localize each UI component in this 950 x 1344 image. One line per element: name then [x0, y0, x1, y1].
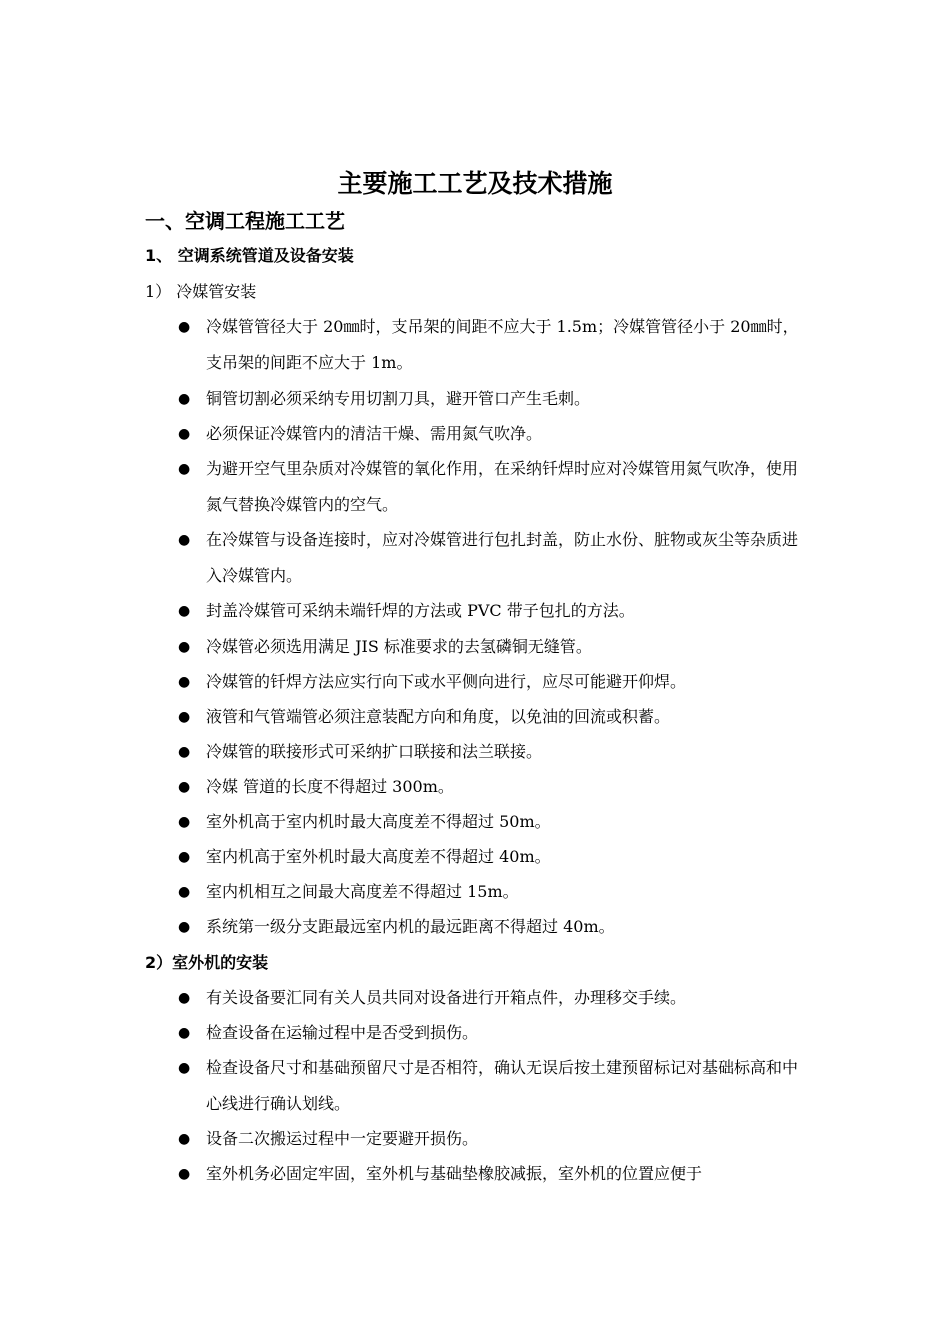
- list-item-text: 液管和气管端管必须注意装配方向和角度，以免油的回流或积蓄。: [206, 707, 671, 726]
- bullet-icon: ●: [178, 1131, 191, 1147]
- list-item: [178, 664, 808, 700]
- bullet-icon: ●: [178, 814, 191, 830]
- list-item-text: 必须保证冷媒管内的清洁干燥、需用氮气吹净。: [206, 424, 543, 443]
- list-item-text: 冷媒管必须选用满足 JIS 标准要求的去氢磷铜无缝管。: [206, 637, 592, 656]
- list-item: [178, 522, 808, 594]
- bullet-icon: ●: [178, 709, 191, 725]
- bullet-icon: ●: [178, 1060, 191, 1076]
- list-item-text: 冷媒管的钎焊方法应实行向下或水平侧向进行，应尽可能避开仰焊。: [206, 672, 687, 691]
- bullet-icon: ●: [178, 1025, 191, 1041]
- list-item-text: 在冷媒管与设备连接时，应对冷媒管进行包扎封盖，防止水份、脏物或灰尘等杂质进入冷媒管内。: [206, 530, 799, 585]
- list-item-text: 室内机相互之间最大高度差不得超过 15m。: [206, 882, 519, 901]
- list-item-text: 检查设备尺寸和基础预留尺寸是否相符，确认无误后按土建预留标记对基础标高和中心线进行确认划线。: [206, 1058, 799, 1113]
- list-item: [178, 1121, 808, 1157]
- list-item-text: 封盖冷媒管可采纳未端钎焊的方法或 PVC 带子包扎的方法。: [206, 601, 635, 620]
- bullet-icon: ●: [178, 779, 191, 795]
- bullet-icon: ●: [178, 603, 191, 619]
- list-item-text: 设备二次搬运过程中一定要避开损伤。: [206, 1129, 479, 1148]
- list-item: [178, 1050, 808, 1122]
- bullet-icon: ●: [178, 1166, 191, 1182]
- bullet-icon: ●: [178, 319, 191, 335]
- list-item-text: 为避开空气里杂质对冷媒管的氧化作用，在采纳钎焊时应对冷媒管用氮气吹净，使用氮气替换冷媒管内的空气。: [206, 459, 799, 514]
- list-item-text: 有关设备要汇同有关人员共同对设备进行开箱点件，办理移交手续。: [206, 988, 687, 1007]
- list-item: [178, 909, 808, 945]
- bullet-icon: ●: [178, 884, 191, 900]
- list-item: [178, 629, 808, 665]
- bullet-icon: ●: [178, 426, 191, 442]
- list-item: [178, 769, 808, 805]
- bullet-icon: ●: [178, 639, 191, 655]
- bullet-icon: ●: [178, 391, 191, 407]
- list-item: [178, 381, 808, 417]
- subsection-heading: 1、 空调系统管道及设备安装: [145, 246, 354, 265]
- list-item: [178, 1156, 808, 1192]
- list-item: [178, 980, 808, 1016]
- list-item-text: 室内机高于室外机时最大高度差不得超过 40m。: [206, 847, 551, 866]
- list-item-text: 室外机务必固定牢固，室外机与基础垫橡胶减振，室外机的位置应便于: [206, 1164, 703, 1183]
- list-item: [178, 699, 808, 735]
- part2-heading: 2）室外机的安装: [145, 953, 269, 972]
- list-item: [178, 309, 808, 381]
- section-heading: 一、空调工程施工工艺: [145, 209, 345, 233]
- bullet-icon: ●: [178, 532, 191, 548]
- bullet-icon: ●: [178, 849, 191, 865]
- list-item: [178, 1015, 808, 1051]
- bullet-icon: ●: [178, 919, 191, 935]
- list-item-text: 冷媒管的联接形式可采纳扩口联接和法兰联接。: [206, 742, 543, 761]
- bullet-icon: ●: [178, 744, 191, 760]
- bullet-icon: ●: [178, 461, 191, 477]
- list-item: [178, 451, 808, 523]
- list-item-text: 检查设备在运输过程中是否受到损伤。: [206, 1023, 479, 1042]
- list-item-text: 系统第一级分支距最远室内机的最远距离不得超过 40m。: [206, 917, 615, 936]
- list-item: [178, 416, 808, 452]
- list-item: [178, 734, 808, 770]
- list-item-text: 室外机高于室内机时最大高度差不得超过 50m。: [206, 812, 551, 831]
- list-item-text: 冷媒 管道的长度不得超过 300m。: [206, 777, 454, 796]
- bullet-icon: ●: [178, 674, 191, 690]
- document-title: 主要施工工艺及技术措施: [337, 169, 613, 198]
- list-item: [178, 839, 808, 875]
- bullet-icon: ●: [178, 990, 191, 1006]
- list-item: [178, 804, 808, 840]
- list-item-text: 铜管切割必须采纳专用切割刀具，避开管口产生毛刺。: [206, 389, 591, 408]
- list-item-text: 冷媒管管径大于 20㎜时，支吊架的间距不应大于 1.5m；冷媒管管径小于 20㎜时，支吊架的间距不应大于 1m。: [206, 317, 799, 372]
- list-item: [178, 874, 808, 910]
- list-item: [178, 593, 808, 629]
- part1-heading: 1） 冷媒管安装: [145, 282, 257, 301]
